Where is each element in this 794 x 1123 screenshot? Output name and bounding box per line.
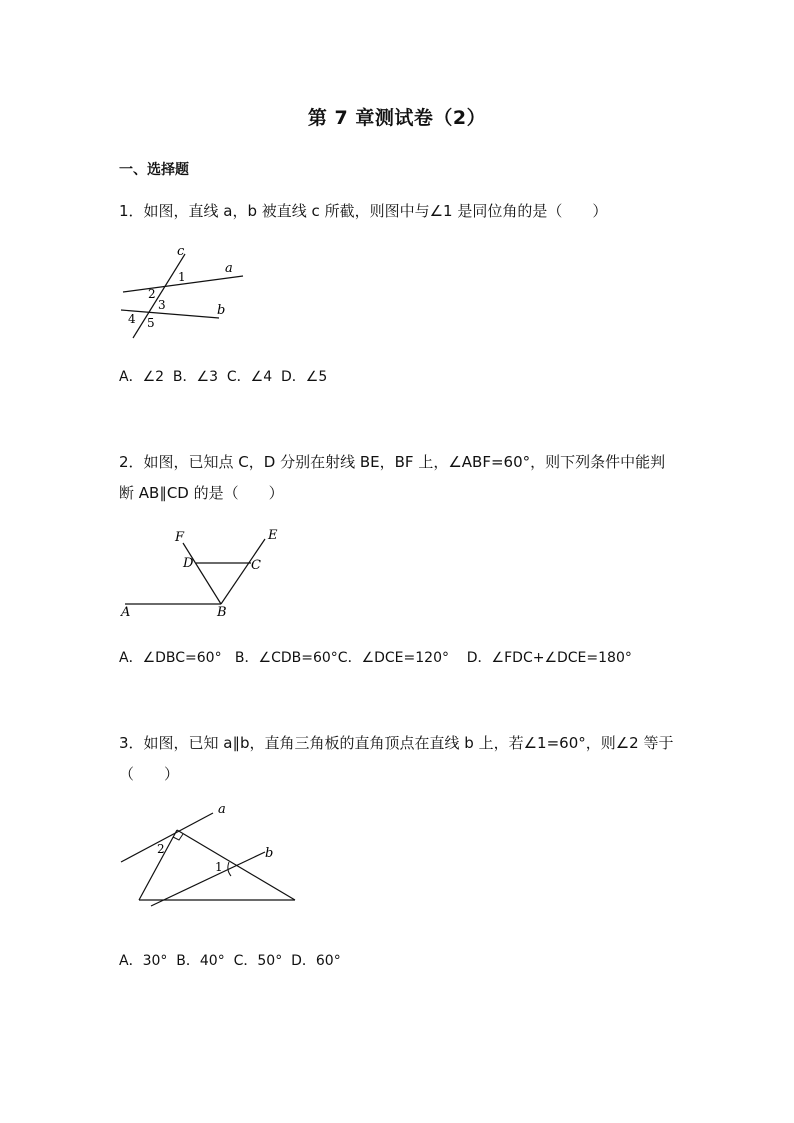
- section-heading: 一、选择题: [119, 162, 189, 178]
- line-b: [121, 310, 219, 318]
- angle-1-label: 1: [215, 860, 223, 874]
- label-b: b: [265, 846, 274, 861]
- angle-4-label: 4: [128, 312, 136, 326]
- triangle-leg-1: [139, 830, 177, 900]
- triangle-leg-2: [177, 830, 295, 900]
- label-a: a: [225, 261, 233, 276]
- line-c: [133, 254, 185, 338]
- label-A: A: [121, 605, 131, 620]
- line-b: [151, 852, 265, 906]
- ray-BF: [183, 543, 221, 604]
- question-2-figure: [115, 525, 290, 629]
- question-1-stem: 1．如图，直线 a，b 被直线 c 所截，则图中与∠1 是同位角的是（ ）: [119, 202, 608, 220]
- label-D: D: [183, 556, 194, 571]
- question-3-options: A．30° B．40° C．50° D．60°: [119, 953, 341, 969]
- label-E: E: [268, 528, 278, 543]
- angle-2-label: 2: [157, 842, 165, 856]
- label-C: C: [251, 558, 261, 573]
- angle-3-label: 3: [158, 298, 166, 312]
- angle-2-label: 2: [148, 287, 156, 301]
- page-title: 第 7 章测试卷（2）: [307, 107, 487, 129]
- label-b: b: [217, 303, 226, 318]
- question-1-options: A．∠2 B．∠3 C．∠4 D．∠5: [119, 369, 328, 385]
- angle-1-label: 1: [178, 270, 186, 284]
- label-F: F: [175, 530, 185, 545]
- question-1-figure: [115, 240, 255, 354]
- question-3-stem: 3．如图，已知 a∥b，直角三角板的直角顶点在直线 b 上，若∠1=60°，则∠2 等于（ ）: [119, 734, 674, 783]
- question-3-figure: [115, 800, 305, 914]
- angle-5-label: 5: [147, 316, 155, 330]
- line-a: [121, 813, 213, 862]
- label-c: c: [177, 244, 185, 259]
- label-B: B: [217, 605, 227, 620]
- question-2-options: A．∠DBC=60° B．∠CDB=60°C．∠DCE=120° D．∠FDC+∠DCE=180°: [119, 650, 632, 666]
- question-2-stem: 2．如图，已知点 C，D 分别在射线 BE，BF 上，∠ABF=60°，则下列条件中能判断 AB∥CD 的是（ ）: [119, 453, 666, 502]
- label-a: a: [218, 802, 226, 817]
